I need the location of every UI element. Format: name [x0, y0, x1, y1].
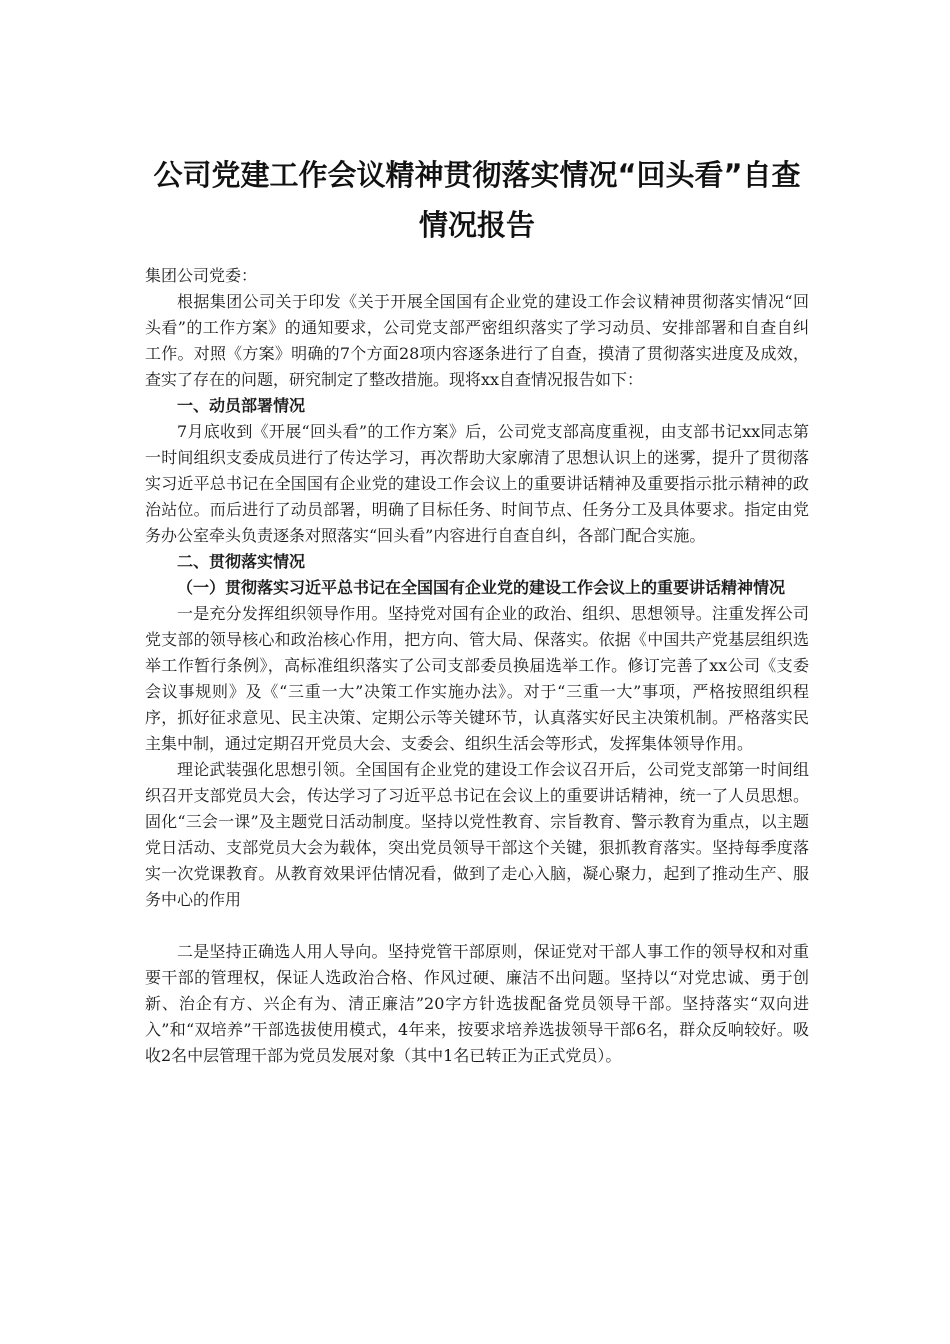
section-1-paragraph: 7月底收到《开展“回头看”的工作方案》后，公司党支部高度重视，由支部书记xx同志第一时间组织支委成员进行了传达学习，再次帮助大家廓清了思想认识上的迷雾，提升了贯彻落实习近平总书记在全国国有企业党的建设工作会议上的重要讲话精神及重要指示批示精神的政治站位。而后进行了动员部署，明确了目标任务、时间节点、任务分工及具体要求。指定由党务办公室牵头负责逐条对照落实“回头看”内容进行自查自纠，各部门配合实施。 — [145, 422, 809, 545]
document-page — [145, 150, 809, 1069]
intro-paragraph: 根据集团公司关于印发《关于开展全国国有企业党的建设工作会议精神贯彻落实情况“回头看”的工作方案》的通知要求，公司党支部严密组织落实了学习动员、安排部署和自查自纠工作。对照《方案》明确的7个方面28项内容逐条进行了自查，摸清了贯彻落实进度及成效，查实了存在的问题，研究制定了整改措施。现将xx自查情况报告如下： — [145, 292, 809, 389]
paragraph-gap — [145, 913, 809, 939]
section-1-heading: 一、动员部署情况 — [177, 396, 306, 415]
section-2-heading: 二、贯彻落实情况 — [177, 552, 306, 571]
body-paragraph-3: 二是坚持正确选人用人导向。坚持党管干部原则，保证党对干部人事工作的领导权和对重要干部的管理权，保证人选政治合格、作风过硬、廉洁不出问题。坚持以“对党忠诚、勇于创新、治企有方、兴企有为、清正廉洁”20字方针选拔配备党员领导干部。坚持落实“双向进入”和“双培养”干部选拔使用模式，4年来，按要求培养选拔领导干部6名，群众反响较好。吸收2名中层管理干部为党员发展对象（其中1名已转正为正式党员）。 — [145, 942, 809, 1065]
subsection-1-heading: （一）贯彻落实习近平总书记在全国国有企业党的建设工作会议上的重要讲话精神情况 — [177, 578, 786, 597]
body-paragraph-2: 理论武装强化思想引领。全国国有企业党的建设工作会议召开后，公司党支部第一时间组织召开支部党员大会，传达学习了习近平总书记在会议上的重要讲话精神，统一了人员思想。固化“三会一课”及主题党日活动制度。坚持以党性教育、宗旨教育、警示教育为重点，以主题党日活动、支部党员大会为载体，突出党员领导干部这个关键，狠抓教育落实。坚持每季度落实一次党课教育。从教育效果评估情况看，做到了走心入脑，凝心聚力，起到了推动生产、服务中心的作用 — [145, 760, 809, 909]
body-paragraph-1: 一是充分发挥组织领导作用。坚持党对国有企业的政治、组织、思想领导。注重发挥公司党支部的领导核心和政治核心作用，把方向、管大局、保落实。依据《中国共产党基层组织选举工作暂行条例》，高标准组织落实了公司支部委员换届选举工作。修订完善了xx公司《支委会议事规则》及《“三重一大”决策工作实施办法》。对于“三重一大”事项，严格按照组织程序，抓好征求意见、民主决策、定期公示等关键环节，认真落实好民主决策机制。严格落实民主集中制，通过定期召开党员大会、支委会、组织生活会等形式，发挥集体领导作用。 — [145, 604, 809, 753]
salutation: 集团公司党委： — [145, 266, 258, 285]
document-title: 公司党建工作会议精神贯彻落实情况“回头看”自查情况报告 — [153, 158, 801, 242]
